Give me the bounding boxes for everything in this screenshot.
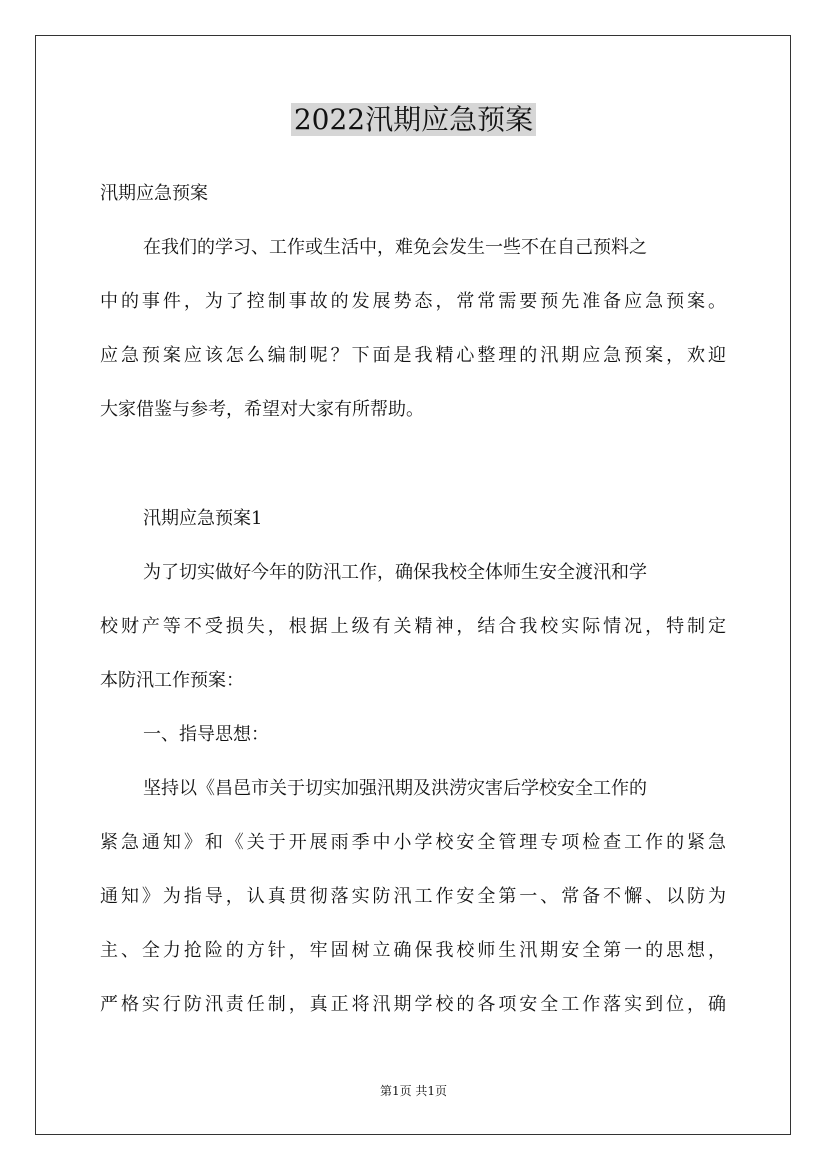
paragraph-line: 中的事件，为了控制事故的发展势态，常常需要预先准备应急预案。 bbox=[100, 291, 726, 312]
subsection-heading: 一、指导思想： bbox=[143, 724, 269, 745]
paragraph-line: 紧急通知》和《关于开展雨季中小学校安全管理专项检查工作的紧急 bbox=[100, 832, 726, 853]
paragraph-line: 在我们的学习、工作或生活中，难免会发生一些不在自己预料之 bbox=[143, 237, 647, 258]
document-title bbox=[0, 100, 827, 140]
paragraph-line: 大家借鉴与参考，希望对大家有所帮助。 bbox=[100, 399, 424, 420]
paragraph-line: 本防汛工作预案： bbox=[100, 670, 244, 691]
paragraph-line: 严格实行防汛责任制，真正将汛期学校的各项安全工作落实到位，确 bbox=[100, 994, 726, 1015]
section-heading: 汛期应急预案1 bbox=[143, 508, 263, 529]
intro-heading: 汛期应急预案 bbox=[100, 183, 208, 204]
paragraph-line: 坚持以《昌邑市关于切实加强汛期及洪涝灾害后学校安全工作的 bbox=[143, 778, 647, 799]
document-title-text: 2022汛期应急预案 bbox=[291, 103, 536, 136]
paragraph-line: 通知》为指导，认真贯彻落实防汛工作安全第一、常备不懈、以防为 bbox=[100, 886, 726, 907]
page-footer: 第1页 共1页 bbox=[379, 1084, 448, 1098]
paragraph-line: 校财产等不受损失，根据上级有关精神，结合我校实际情况，特制定 bbox=[100, 616, 726, 637]
paragraph-line: 主、全力抢险的方针，牢固树立确保我校师生汛期安全第一的思想， bbox=[100, 940, 726, 961]
paragraph-line: 为了切实做好今年的防汛工作，确保我校全体师生安全渡汛和学 bbox=[143, 562, 647, 583]
paragraph-line: 应急预案应该怎么编制呢？下面是我精心整理的汛期应急预案，欢迎 bbox=[100, 345, 726, 366]
